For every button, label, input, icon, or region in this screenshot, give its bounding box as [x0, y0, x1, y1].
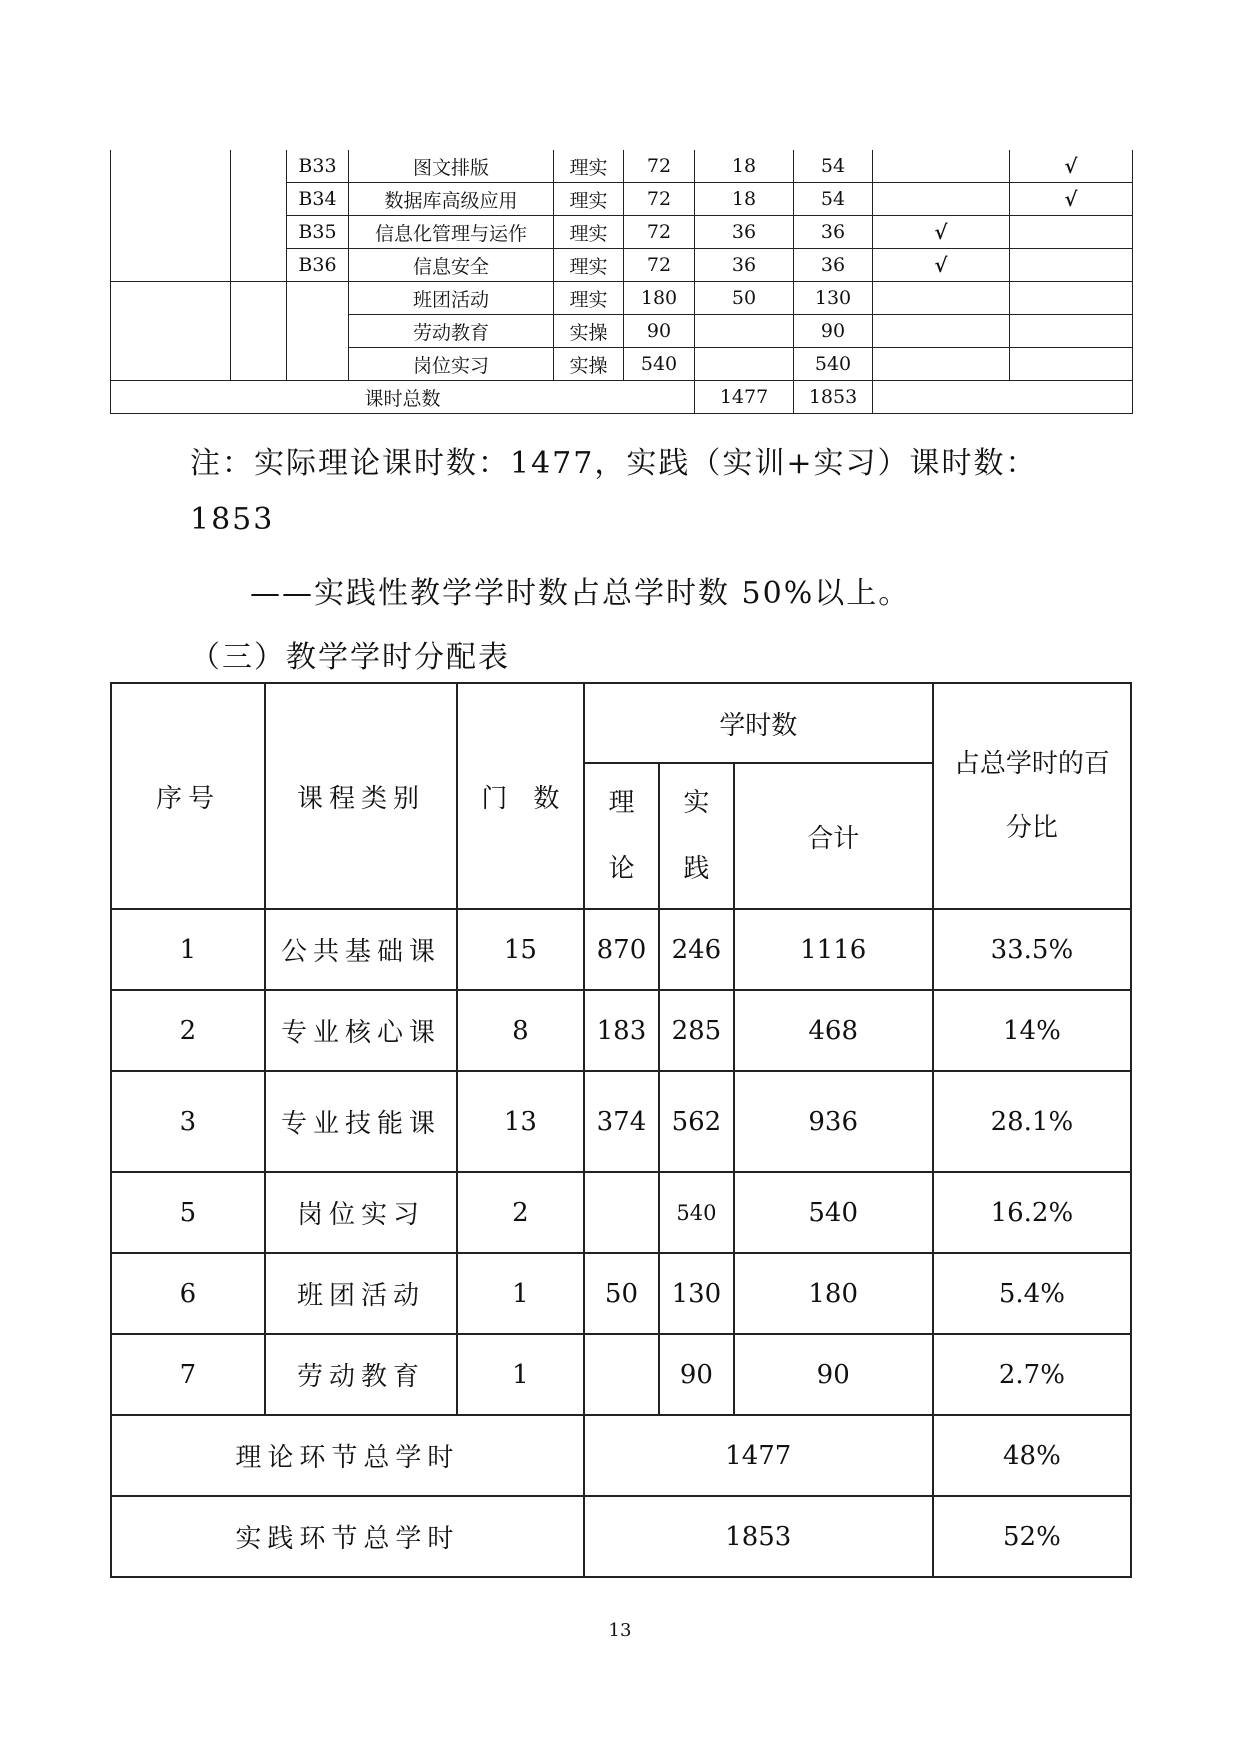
practice-hours: 54 — [794, 183, 873, 216]
course-type: 理实 — [554, 282, 624, 315]
course-code: B36 — [287, 249, 349, 282]
header-count: 门 数 — [457, 683, 584, 909]
header-row — [111, 683, 1131, 763]
row-seq: 6 — [111, 1253, 265, 1334]
header-practice: 实 践 — [659, 763, 733, 909]
practice-hours: 540 — [794, 348, 873, 381]
course-type: 实操 — [554, 315, 624, 348]
section-title: （三）教学学时分配表 — [190, 640, 510, 675]
row-category: 专业核心课 — [265, 990, 457, 1071]
check-mark-a — [873, 183, 1010, 216]
row-practice: 130 — [659, 1253, 733, 1334]
practice-hours: 54 — [794, 150, 873, 183]
course-code: B33 — [287, 150, 349, 183]
theory-hours: 36 — [695, 249, 794, 282]
row-sum: 936 — [734, 1071, 933, 1172]
row-count: 1 — [457, 1253, 584, 1334]
row-percent: 16.2% — [933, 1172, 1131, 1253]
check-mark-b — [1010, 249, 1133, 282]
row-percent: 5.4% — [933, 1253, 1131, 1334]
summary-row — [111, 1415, 1131, 1496]
total-theory: 1477 — [695, 381, 794, 414]
hours-allocation-table — [110, 682, 1132, 1578]
practice-hours: 90 — [794, 315, 873, 348]
course-name: 图文排版 — [349, 150, 554, 183]
summary-value: 1477 — [584, 1415, 933, 1496]
course-name: 岗位实习 — [349, 348, 554, 381]
header-percent-line1: 占总学时的百 — [953, 749, 1110, 779]
header-category: 课程类别 — [265, 683, 457, 909]
summary-value: 1853 — [584, 1496, 933, 1577]
summary-row — [111, 1496, 1131, 1577]
course-type: 理实 — [554, 216, 624, 249]
theory-hours — [695, 348, 794, 381]
course-type: 理实 — [554, 183, 624, 216]
total-label: 课时总数 — [111, 381, 695, 414]
summary-percent: 48% — [933, 1415, 1131, 1496]
row-seq: 7 — [111, 1334, 265, 1415]
summary-label: 实践环节总学时 — [111, 1496, 584, 1577]
course-type: 实操 — [554, 348, 624, 381]
row-theory: 50 — [584, 1253, 659, 1334]
course-type: 理实 — [554, 150, 624, 183]
total-hours: 180 — [624, 282, 695, 315]
practice-hours: 130 — [794, 282, 873, 315]
row-sum: 540 — [734, 1172, 933, 1253]
theory-hours — [695, 315, 794, 348]
check-mark-b: √ — [1010, 183, 1133, 216]
note-line-1: 注：实际理论课时数：1477，实践（实训+实习）课时数： — [190, 446, 1038, 481]
theory-hours: 18 — [695, 183, 794, 216]
header-percent — [933, 683, 1131, 909]
course-code: B34 — [287, 183, 349, 216]
course-name: 信息安全 — [349, 249, 554, 282]
table-row — [111, 282, 1133, 315]
course-hours-table — [110, 150, 1133, 414]
row-category: 公共基础课 — [265, 909, 457, 990]
total-practice: 1853 — [794, 381, 873, 414]
row-sum: 1116 — [734, 909, 933, 990]
row-sum: 468 — [734, 990, 933, 1071]
total-hours: 72 — [624, 216, 695, 249]
page-number: 13 — [608, 1620, 632, 1641]
row-category: 岗位实习 — [265, 1172, 457, 1253]
note-line-3: ——实践性教学学时数占总学时数 50%以上。 — [250, 576, 911, 611]
row-count: 2 — [457, 1172, 584, 1253]
check-mark-b: √ — [1010, 150, 1133, 183]
check-mark-a: √ — [873, 249, 1010, 282]
header-seq: 序号 — [111, 683, 265, 909]
table-row — [111, 1172, 1131, 1253]
total-hours: 72 — [624, 183, 695, 216]
header-hours: 学时数 — [584, 683, 933, 763]
header-percent-line2: 分比 — [1005, 813, 1058, 843]
check-mark-a — [873, 150, 1010, 183]
table-row — [111, 150, 1133, 183]
theory-hours: 36 — [695, 216, 794, 249]
summary-percent: 52% — [933, 1496, 1131, 1577]
row-seq: 2 — [111, 990, 265, 1071]
theory-hours: 50 — [695, 282, 794, 315]
total-hours: 72 — [624, 150, 695, 183]
row-count: 15 — [457, 909, 584, 990]
row-theory — [584, 1334, 659, 1415]
course-name: 数据库高级应用 — [349, 183, 554, 216]
table-row — [111, 1071, 1131, 1172]
row-count: 1 — [457, 1334, 584, 1415]
table-row — [111, 1334, 1131, 1415]
total-hours: 540 — [624, 348, 695, 381]
check-mark-a: √ — [873, 216, 1010, 249]
row-percent: 14% — [933, 990, 1131, 1071]
row-count: 8 — [457, 990, 584, 1071]
table-row — [111, 909, 1131, 990]
row-practice: 285 — [659, 990, 733, 1071]
practice-hours: 36 — [794, 216, 873, 249]
row-theory: 870 — [584, 909, 659, 990]
row-percent: 33.5% — [933, 909, 1131, 990]
course-name: 信息化管理与运作 — [349, 216, 554, 249]
check-mark-b — [1010, 216, 1133, 249]
row-category: 班团活动 — [265, 1253, 457, 1334]
row-theory — [584, 1172, 659, 1253]
row-sum: 90 — [734, 1334, 933, 1415]
row-theory: 374 — [584, 1071, 659, 1172]
table-row — [111, 1253, 1131, 1334]
row-percent: 2.7% — [933, 1334, 1131, 1415]
row-seq: 3 — [111, 1071, 265, 1172]
row-percent: 28.1% — [933, 1071, 1131, 1172]
row-practice: 562 — [659, 1071, 733, 1172]
summary-label: 理论环节总学时 — [111, 1415, 584, 1496]
note-line-2: 1853 — [190, 502, 275, 537]
row-seq: 5 — [111, 1172, 265, 1253]
theory-hours: 18 — [695, 150, 794, 183]
practice-hours: 36 — [794, 249, 873, 282]
total-hours: 72 — [624, 249, 695, 282]
row-practice: 90 — [659, 1334, 733, 1415]
row-category: 专业技能课 — [265, 1071, 457, 1172]
total-hours: 90 — [624, 315, 695, 348]
header-theory: 理 论 — [584, 763, 659, 909]
course-type: 理实 — [554, 249, 624, 282]
row-category: 劳动教育 — [265, 1334, 457, 1415]
row-sum: 180 — [734, 1253, 933, 1334]
course-name: 劳动教育 — [349, 315, 554, 348]
total-row — [111, 381, 1133, 414]
table-row — [111, 990, 1131, 1071]
row-practice: 246 — [659, 909, 733, 990]
row-theory: 183 — [584, 990, 659, 1071]
row-count: 13 — [457, 1071, 584, 1172]
header-sum: 合计 — [734, 763, 933, 909]
course-name: 班团活动 — [349, 282, 554, 315]
row-practice: 540 — [659, 1172, 733, 1253]
course-code: B35 — [287, 216, 349, 249]
row-seq: 1 — [111, 909, 265, 990]
